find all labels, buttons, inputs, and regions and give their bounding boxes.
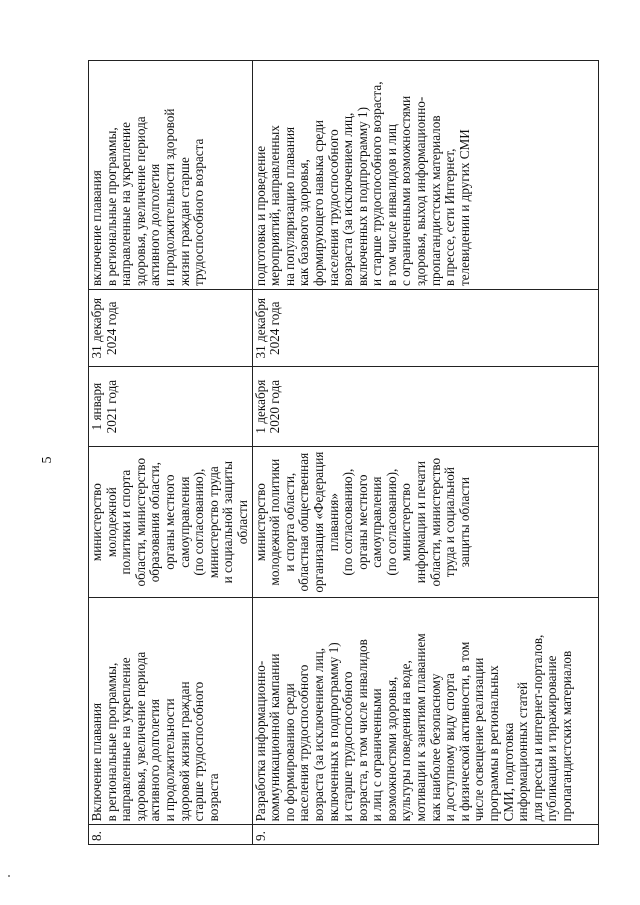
row-number: 9.: [252, 825, 598, 845]
expected-result-cell: включение плавания в региональные программы, направленные на укрепление здоровья, увеличение периода активного долголетия и продолжительности здоровой жизни граждан старше трудоспособного возраста: [89, 61, 253, 290]
event-description: Включение плавания в региональные программы, направленные на укрепление здоровья, увеличение периода активного долголетия и продолжительности здоровой жизни граждан старше трудоспособного возраста: [89, 598, 253, 825]
scan-dot: [8, 875, 10, 877]
end-date-cell: 31 декабря 2024 года: [89, 290, 253, 367]
start-date-cell: 1 января 2021 года: [89, 367, 253, 446]
table-row: [252, 61, 598, 845]
executors-cell: министерство молодежной политики и спорта области, министерство образования области, органы местного самоуправления (по согласованию), министерство труда и социальной защиты области: [89, 446, 253, 598]
end-date-cell: 31 декабря 2024 года: [252, 290, 598, 367]
row-number: 8.: [89, 825, 253, 845]
table-row: [89, 61, 253, 845]
expected-result-cell: подготовка и проведение мероприятий, направленных на популяризацию плавания как базового здоровья, формирующего навыка среди населения трудоспособного возраста (за исключением лиц, включенных в подпрограмму 1) и старше трудоспособного возраста, в том числе инвалидов и лиц с ограниченными возможностями здоровья, выход информационно- пропагандистских материалов в прессе, сети Интернет, телевидении и других СМИ: [252, 61, 598, 290]
page-number: 5: [40, 456, 55, 464]
executors-cell: министерство молодежной политики и спорта области, областная общественная организация «Федерация плавания» (по согласованию), органы местного самоуправления (по согласованию), министерство информации и печати области, министерство труда и социальной защиты области: [252, 446, 598, 598]
start-date-cell: 1 декабря 2020 года: [252, 367, 598, 446]
activities-table: [88, 60, 599, 845]
event-description: Разработка информационно- коммуникационной кампании по формированию среди населения трудоспособного возраста (за исключением лиц, включенных в подпрограмму 1) и старше трудоспособного возраста, в том числе инвалидов и лиц с ограниченными возможностями здоровья, культуры поведения на воде, мотивации к занятиям плаванием как наиболее безопасному и доступному виду спорта и физической активности, в том числе освещение реализации программы в региональных СМИ, подготовка информационных статей для прессы и интернет-порталов, публикация и тиражирование пропагандистских материалов: [252, 598, 598, 825]
